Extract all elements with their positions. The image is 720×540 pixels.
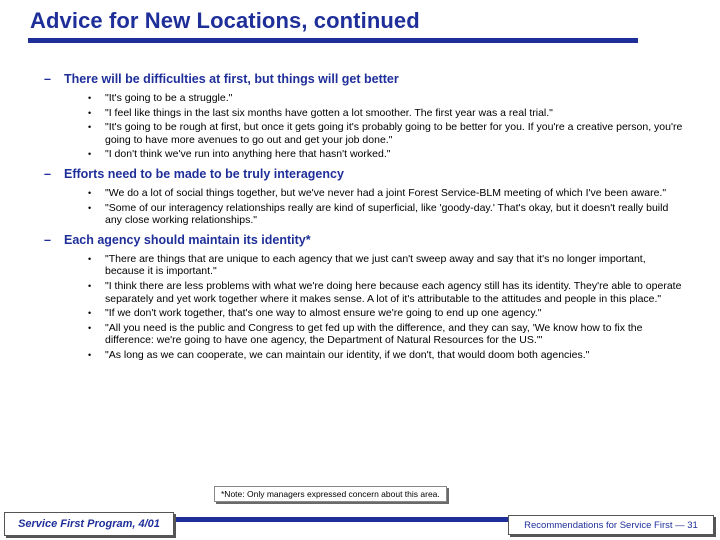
quote-list	[88, 92, 684, 161]
heading-text: Each agency should maintain its identity*	[64, 232, 311, 247]
quote-item	[88, 307, 684, 320]
dash-marker: –	[44, 166, 51, 181]
quote-item	[88, 280, 684, 305]
quote-text: "All you need is the public and Congress to get fed up with the difference, and they can say, 'We know how to fix the difference: we're going to have one agency, the Department of Natural Resources for the US.'"	[105, 321, 643, 347]
section-heading	[44, 233, 684, 247]
section-heading	[44, 72, 684, 86]
bullet-icon: •	[88, 308, 92, 319]
quote-text: "As long as we can cooperate, we can maintain our identity, if we don't, that would doom both agencies."	[105, 348, 590, 361]
slide-title: Advice for New Locations, continued	[30, 8, 420, 33]
footnote-box: *Note: Only managers expressed concern about this area.	[214, 486, 447, 502]
quote-text: "I don't think we've run into anything here that hasn't worked."	[105, 148, 391, 161]
quote-item	[88, 187, 684, 200]
section-identity	[44, 233, 684, 362]
quote-item	[88, 202, 684, 227]
quote-text: "There are things that are unique to each agency that we just can't sweep away and say that it's no longer important, because it is important."	[105, 252, 646, 278]
bullet-icon: •	[88, 280, 92, 291]
quote-text: "Some of our interagency relationships really are kind of superficial, like 'goody-day.' That's okay, but it doesn't really build any close working relationships."	[105, 201, 669, 227]
quote-item	[88, 349, 684, 362]
quote-text: "I feel like things in the last six months have gotten a lot smoother. The first year was a real trial."	[105, 106, 553, 119]
section-difficulties	[44, 72, 684, 161]
quote-text: "I think there are less problems with what we're doing here because each agency still has its identity. They're able to operate separately and yet work together where it makes sense. A lot of it's attributable to the attitudes and people in this place."	[105, 279, 682, 305]
bullet-icon: •	[88, 187, 92, 198]
bullet-icon: •	[88, 93, 92, 103]
bullet-icon: •	[88, 149, 92, 160]
dash-marker: –	[44, 72, 51, 86]
quote-item	[88, 148, 684, 161]
quote-item	[88, 92, 684, 105]
footer-rule	[150, 517, 510, 522]
slide-body	[44, 72, 684, 368]
quote-list	[88, 187, 684, 227]
bullet-icon: •	[88, 322, 92, 333]
quote-text: "It's going to be rough at first, but once it gets going it's probably going to be better for you. If you're a creative person, you're going to have more avenues to go out and get your job done."	[105, 121, 683, 146]
title-underline	[28, 38, 638, 43]
heading-text: Efforts need to be made to be truly interagency	[64, 166, 344, 181]
heading-text: There will be difficulties at first, but things will get better	[64, 72, 399, 86]
bullet-icon: •	[88, 202, 92, 213]
footer-page-label: Recommendations for Service First — 31	[508, 515, 714, 535]
quote-text: "It's going to be a struggle."	[105, 92, 233, 104]
bullet-icon: •	[88, 107, 92, 118]
section-interagency	[44, 167, 684, 227]
quote-text: "If we don't work together, that's one way to almost ensure we're going to end up one agency."	[105, 307, 542, 320]
quote-item	[88, 253, 684, 278]
quote-item	[88, 107, 684, 120]
section-heading	[44, 167, 684, 181]
quote-item	[88, 121, 684, 146]
bullet-icon: •	[88, 349, 92, 360]
bullet-icon: •	[88, 253, 92, 264]
quote-list	[88, 253, 684, 362]
dash-marker: –	[44, 232, 51, 247]
quote-item	[88, 322, 684, 347]
bullet-icon: •	[88, 122, 92, 133]
quote-text: "We do a lot of social things together, but we've never had a joint Forest Service-BLM meeting of which I've been aware."	[105, 186, 667, 199]
footer-program-label: Service First Program, 4/01	[4, 512, 174, 536]
